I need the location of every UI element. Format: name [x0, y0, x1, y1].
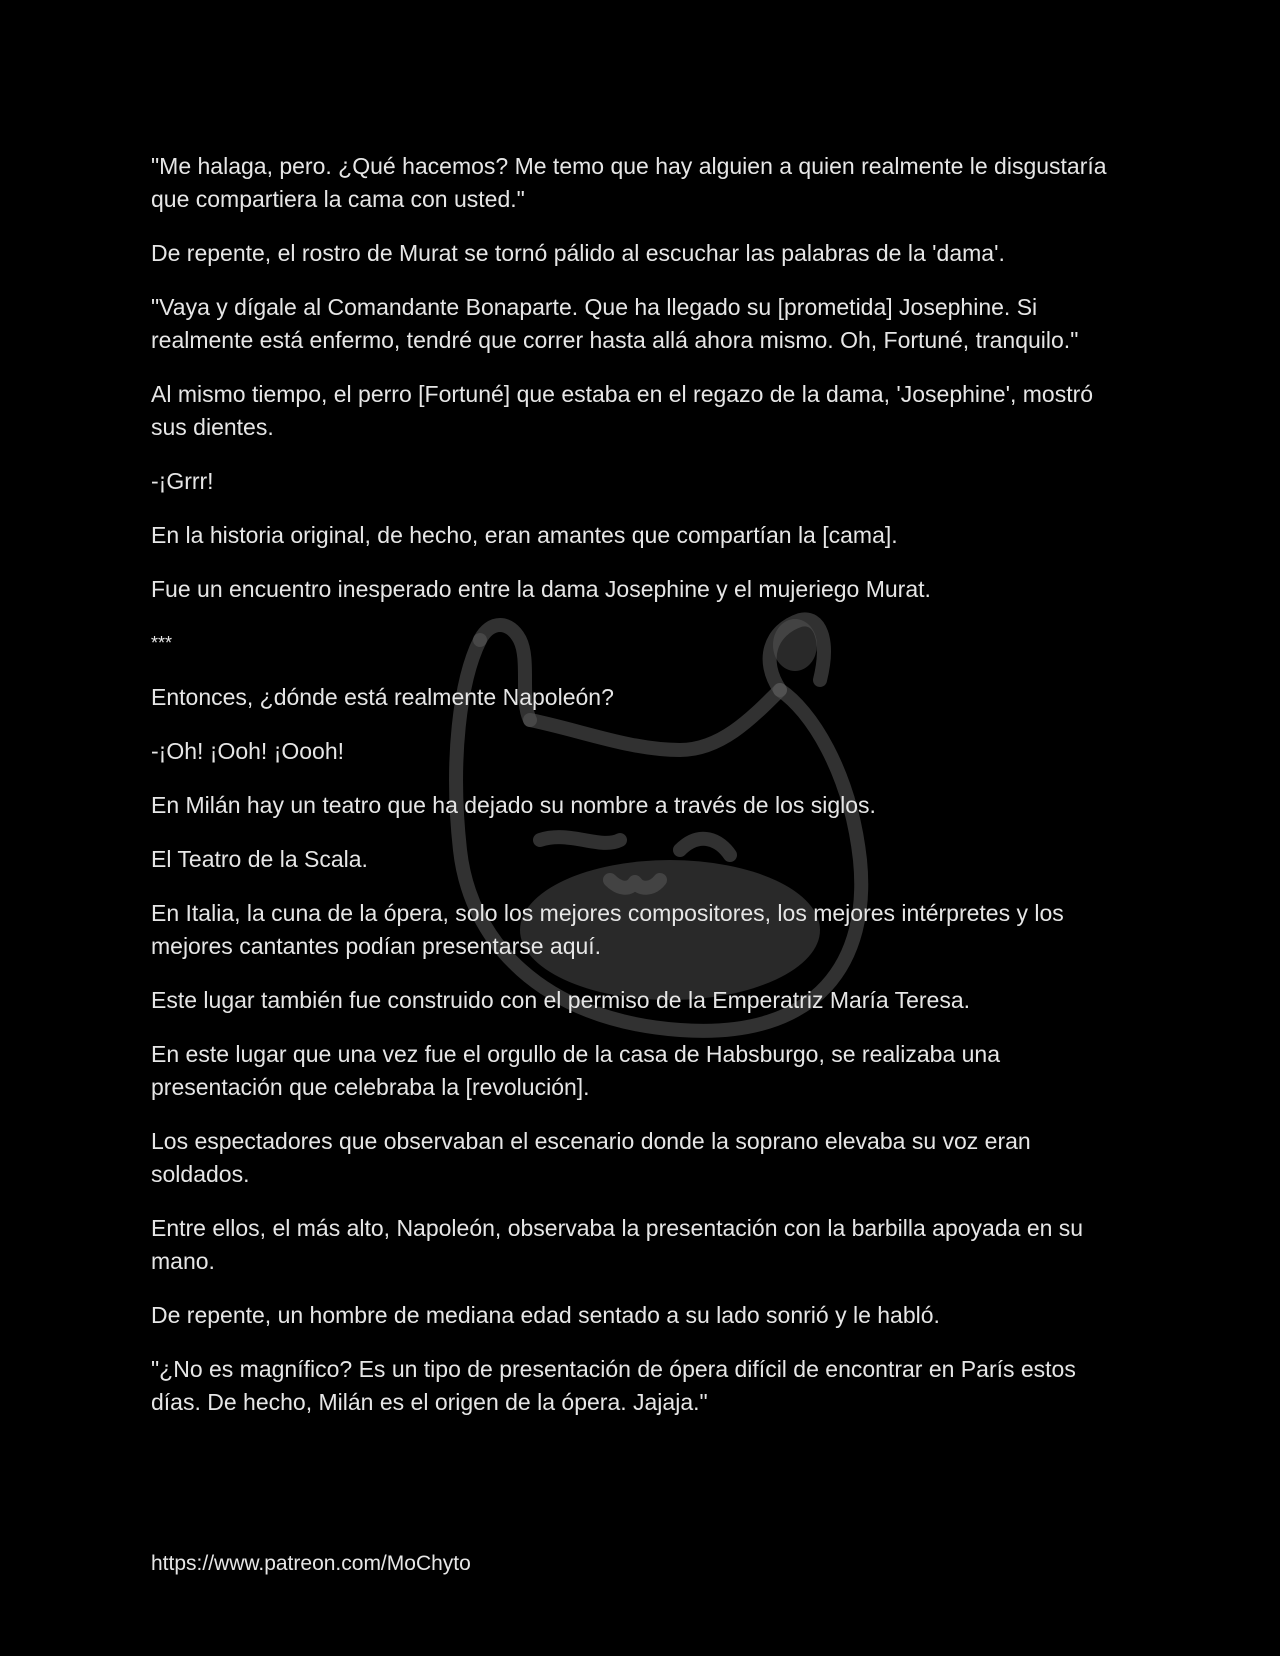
- paragraph: -¡Oh! ¡Ooh! ¡Oooh!: [151, 738, 345, 764]
- section-separator: ***: [151, 633, 173, 653]
- paragraph: Fue un encuentro inesperado entre la dama Josephine y el mujeriego Murat.: [151, 576, 931, 602]
- paragraph: De repente, un hombre de mediana edad sentado a su lado sonrió y le habló.: [151, 1302, 940, 1328]
- paragraph: El Teatro de la Scala.: [151, 846, 368, 872]
- paragraph: Entonces, ¿dónde está realmente Napoleón?: [151, 684, 614, 710]
- paragraph: Entre ellos, el más alto, Napoleón, observaba la presentación con la barbilla apoyada en su mano.: [151, 1215, 1084, 1274]
- paragraph: Al mismo tiempo, el perro [Fortuné] que estaba en el regazo de la dama, 'Josephine', mostró sus dientes.: [151, 381, 1094, 440]
- patreon-link[interactable]: https://www.patreon.com/MoChyto: [151, 1552, 471, 1575]
- paragraph: En la historia original, de hecho, eran amantes que compartían la [cama].: [151, 522, 898, 548]
- paragraph: Este lugar también fue construido con el permiso de la Emperatriz María Teresa.: [151, 987, 971, 1013]
- paragraph: "¿No es magnífico? Es un tipo de presentación de ópera difícil de encontrar en París estos días. De hecho, Milán es el origen de la ópera. Jajaja.": [151, 1356, 1076, 1415]
- paragraph: En Italia, la cuna de la ópera, solo los mejores compositores, los mejores intérpretes y los mejores cantantes podían presentarse aquí.: [151, 900, 1064, 959]
- paragraph: "Me halaga, pero. ¿Qué hacemos? Me temo que hay alguien a quien realmente le disgustaría que compartiera la cama con usted.": [151, 153, 1107, 212]
- paragraph: De repente, el rostro de Murat se tornó pálido al escuchar las palabras de la 'dama'.: [151, 240, 1005, 266]
- paragraph: "Vaya y dígale al Comandante Bonaparte. Que ha llegado su [prometida] Josephine. Si realmente está enfermo, tendré que correr hasta allá ahora mismo. Oh, Fortuné, tranquilo.": [151, 294, 1079, 353]
- paragraph: Los espectadores que observaban el escenario donde la soprano elevaba su voz eran soldados.: [151, 1128, 1031, 1187]
- document-body: [151, 150, 1131, 1440]
- paragraph: -¡Grrr!: [151, 468, 214, 494]
- paragraph: En Milán hay un teatro que ha dejado su nombre a través de los siglos.: [151, 792, 876, 818]
- paragraph: En este lugar que una vez fue el orgullo de la casa de Habsburgo, se realizaba una presentación que celebraba la [revolución].: [151, 1041, 1001, 1100]
